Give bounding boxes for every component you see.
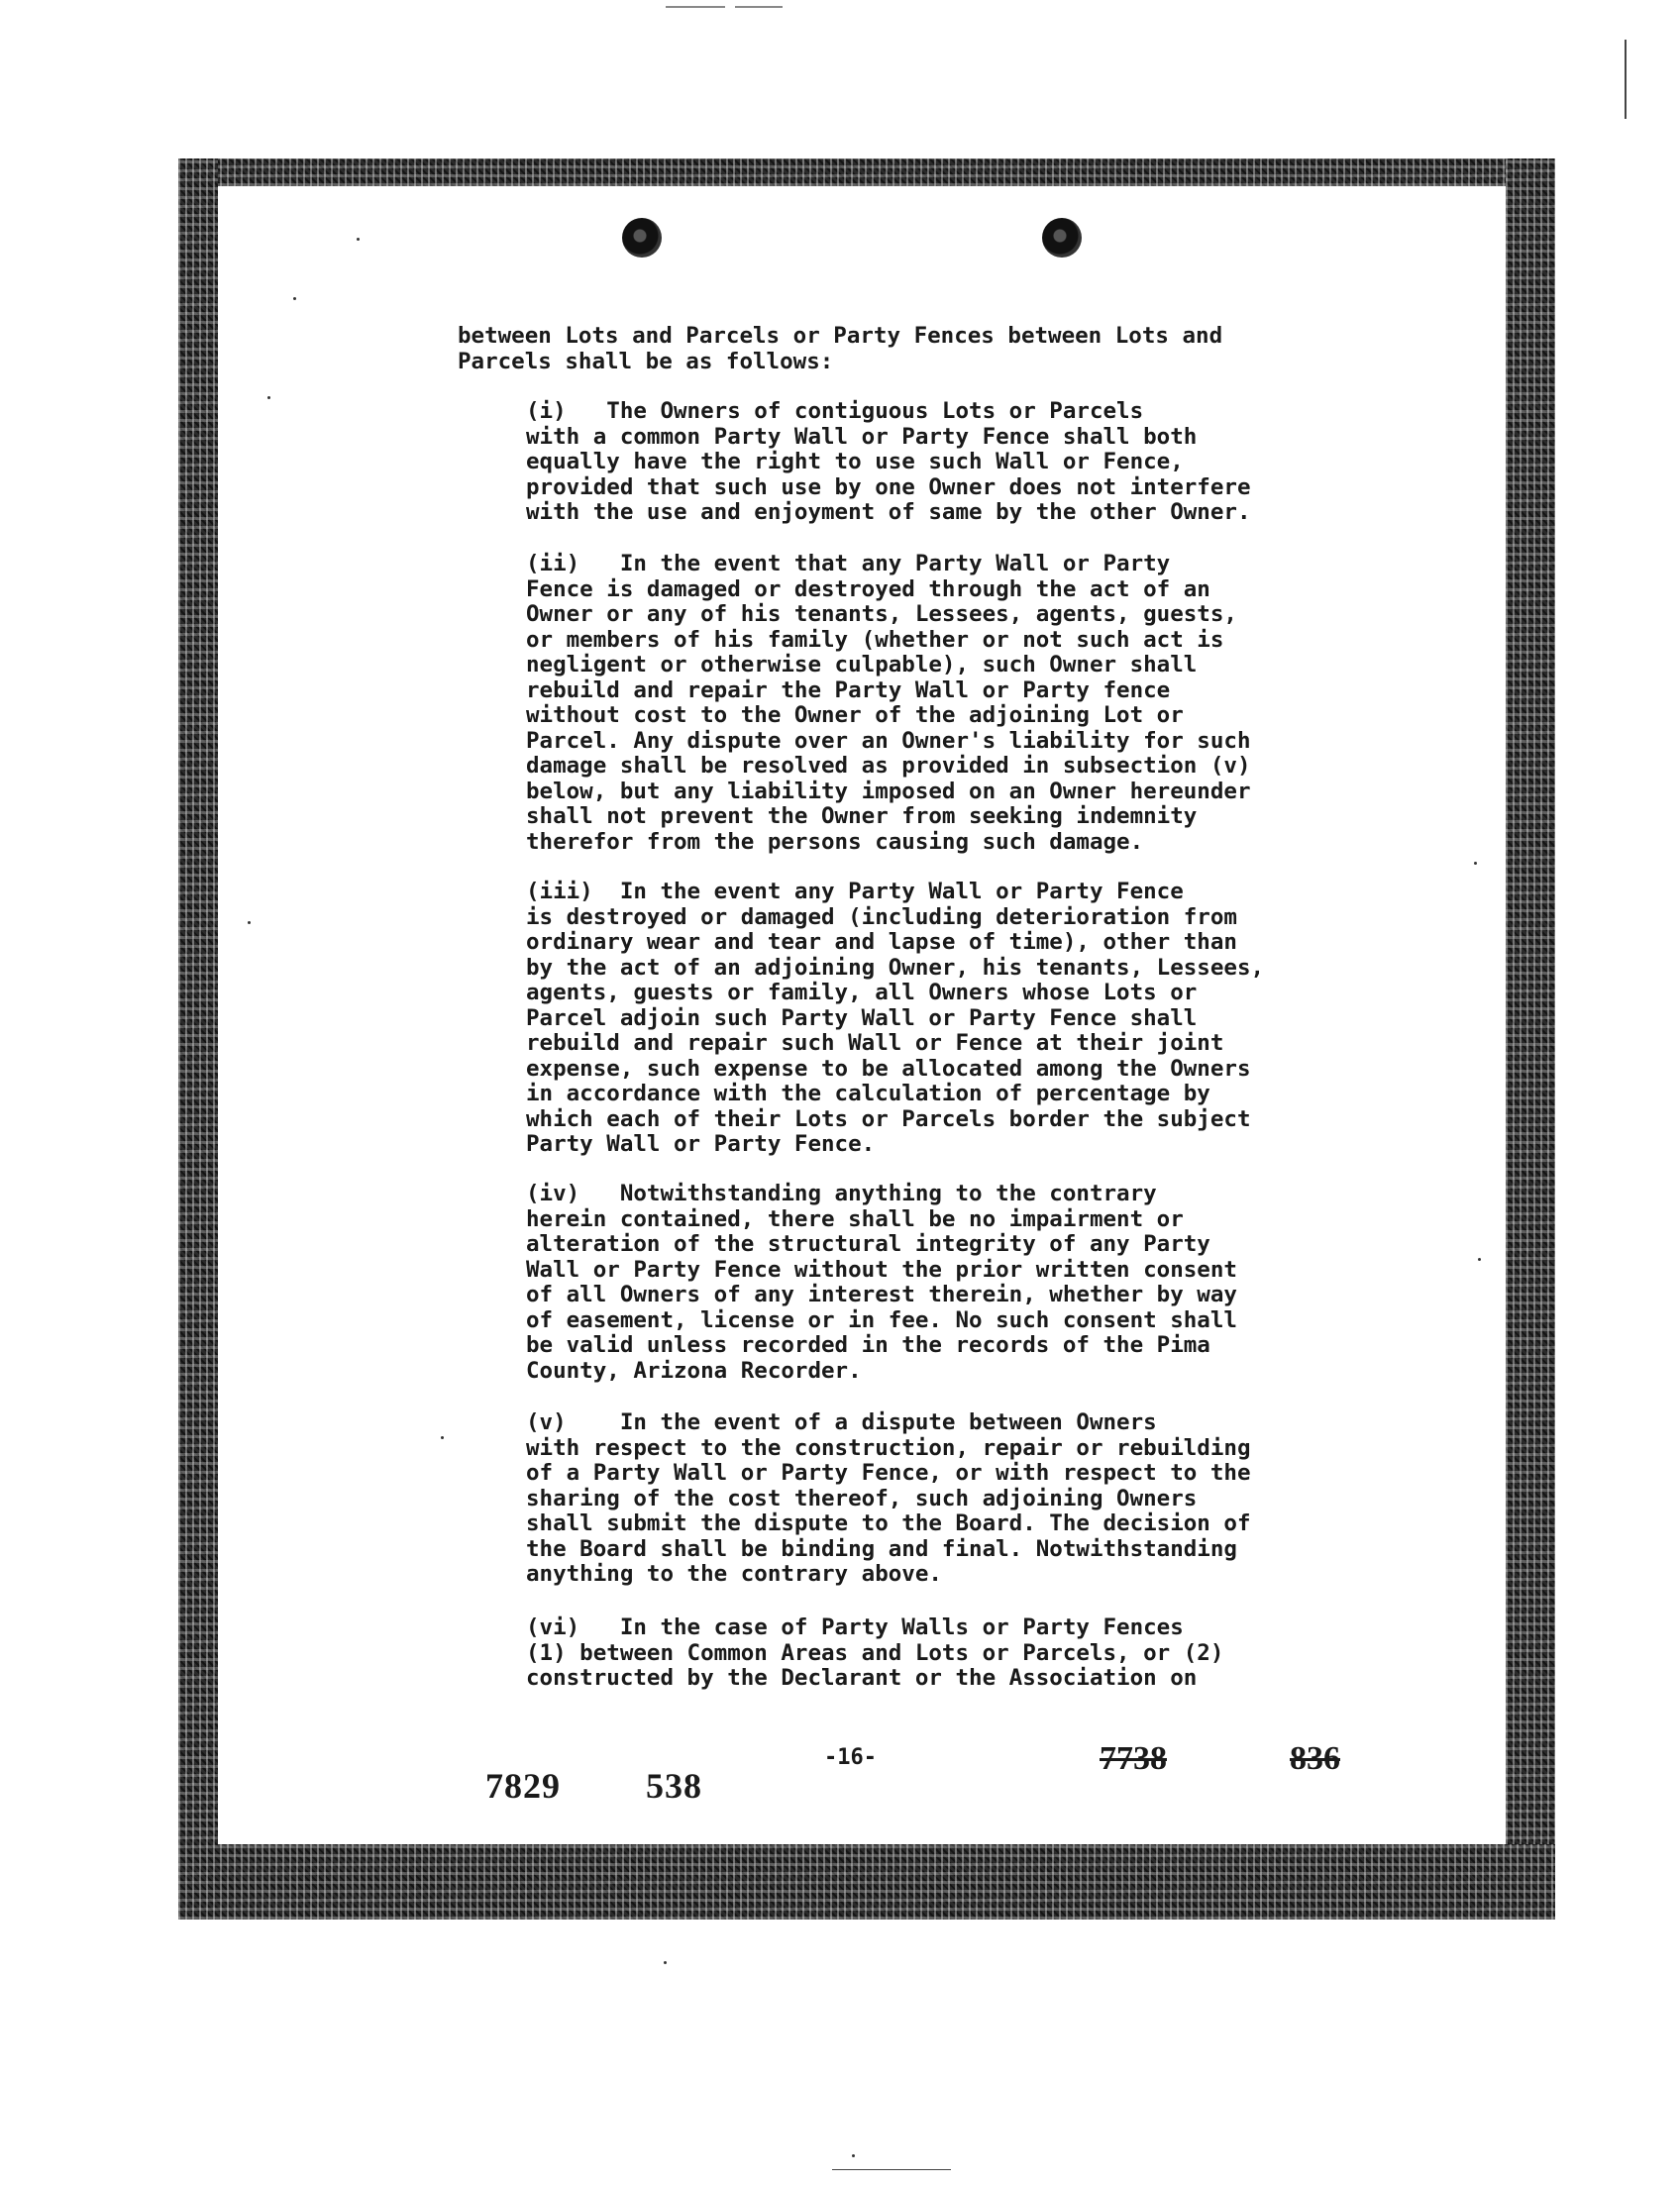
scan-artifact-line [666,6,725,8]
scan-speck [248,921,251,924]
paragraph-iii: (iii) In the event any Party Wall or Party Fence is destroyed or damaged (including deterioration from ordinary wear and tear and lapse of time), other than by the act of an adjoining Owner, his tenants, Lessees, agents, guests or family, all Owners whose Lots or Parcel adjoin such Party Wall or Party Fence shall rebuild and repair such Wall or Fence at their joint expense, such expense to be allocated among the Owners in accordance with the calculation of percentage by which each of their Lots or Parcels border the subject Party Wall or Party Fence. [526,879,1265,1157]
scan-speck [357,238,360,241]
scan-speck [664,1961,667,1964]
intro-text: between Lots and Parcels or Party Fences between Lots and Parcels shall be as follows: [458,323,1223,374]
punch-hole-left [622,218,662,258]
struck-page-number: 836 [1290,1740,1340,1777]
scan-edge-mark [1625,40,1627,119]
photocopy-border-left [178,158,218,1920]
photocopy-border-top [178,158,1555,186]
scan-edge-mark [832,2169,951,2170]
recording-page-number: 538 [646,1766,702,1806]
punch-hole-right [1042,218,1082,258]
photocopy-border-right [1506,158,1555,1920]
recording-book-number: 7829 [485,1766,561,1806]
scan-artifact-line [735,6,783,8]
paragraph-iv: (iv) Notwithstanding anything to the contrary herein contained, there shall be no impairment or alteration of the structural integrity of any Party Wall or Party Fence without the prior written consent of all Owners of any interest therein, whether by way of easement, license or in fee. No such consent shall be valid unless recorded in the records of the Pima County, Arizona Recorder. [526,1181,1237,1384]
struck-book-number: 7738 [1100,1740,1167,1777]
paragraph-i: (i) The Owners of contiguous Lots or Parcels with a common Party Wall or Party Fence shall both equally have the right to use such Wall or Fence, provided that such use by one Owner does not interfere with the use and enjoyment of same by the other Owner. [526,398,1251,525]
page-number: -16- [824,1745,877,1770]
paragraph-ii: (ii) In the event that any Party Wall or Party Fence is damaged or destroyed through the act of an Owner or any of his tenants, Lessees, agents, guests, or members of his family (whether or not such act is negligent or otherwise culpable), such Owner shall rebuild and repair the Party Wall or Party fence without cost to the Owner of the adjoining Lot or Parcel. Any dispute over an Owner's liability for such damage shall be resolved as provided in subsection (v) below, but any liability imposed on an Owner hereunder shall not prevent the Owner from seeking indemnity therefor from the persons causing such damage. [526,551,1251,855]
scan-speck [267,396,270,399]
scan-speck [852,2154,855,2157]
scan-speck [441,1436,444,1439]
scan-speck [1478,1258,1481,1261]
scan-speck [293,297,296,300]
paragraph-vi: (vi) In the case of Party Walls or Party Fences (1) between Common Areas and Lots or Parcels, or (2) constructed by the Declarant or the Association on [526,1614,1224,1691]
scan-speck [1474,862,1477,865]
photocopy-border-bottom [178,1844,1555,1920]
paragraph-v: (v) In the event of a dispute between Owners with respect to the construction, repair or rebuilding of a Party Wall or Party Fence, or with respect to the sharing of the cost thereof, such adjoining Owners shall submit the dispute to the Board. The decision of the Board shall be binding and final. Notwithstanding anything to the contrary above. [526,1409,1251,1587]
